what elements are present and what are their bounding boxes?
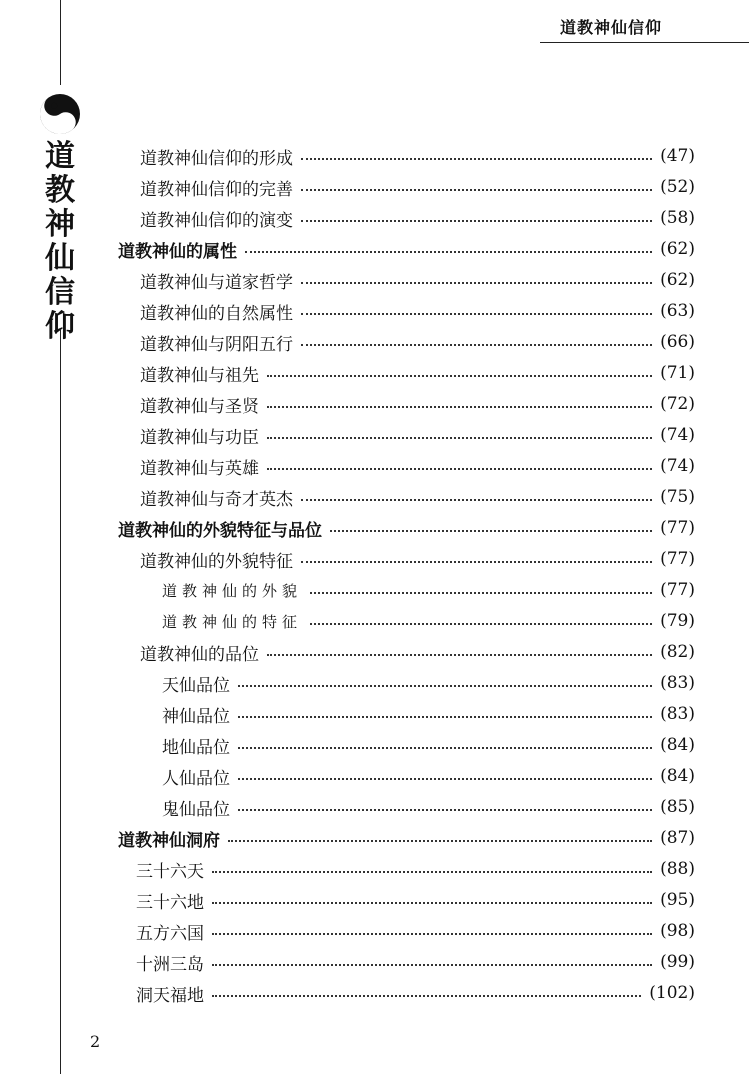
dot-leader [238,809,652,811]
toc-entry-title: 道教神仙的特征 [162,612,303,631]
dot-leader [212,871,652,873]
toc-entry-page: (62) [660,270,695,290]
toc-entry-title: 道教神仙信仰的形成 [140,148,293,169]
toc-entry-title: 道教神仙与阴阳五行 [140,334,293,355]
toc-entry[interactable] [162,576,695,604]
vertical-book-title [40,140,80,344]
dot-leader [301,313,652,315]
dot-leader [301,158,652,160]
toc-entry-page: (58) [660,208,695,228]
toc-entry-page: (71) [660,363,695,383]
toc-entry-page: (77) [660,549,695,569]
toc-entry-title: 道教神仙与英雄 [140,458,259,479]
toc-entry[interactable] [140,297,695,325]
dot-leader [330,530,652,532]
toc-entry-page: (62) [660,239,695,259]
toc-entry[interactable] [140,545,695,573]
toc-entry[interactable] [162,731,695,759]
toc-entry-title: 道教神仙的品位 [140,644,259,665]
toc-entry-title: 道教神仙的外貌 [162,581,303,600]
margin-rule-top [60,0,61,85]
vertical-title-char: 教 [45,173,75,208]
toc-entry[interactable] [162,793,695,821]
toc-entry-page: (83) [660,673,695,693]
toc-entry-title: 道教神仙与功臣 [140,427,259,448]
dot-leader [267,375,652,377]
toc-entry-page: (77) [660,580,695,600]
toc-entry-page: (74) [660,456,695,476]
toc-entry-page: (52) [660,177,695,197]
toc-entry-page: (87) [660,828,695,848]
toc-entry-title: 道教神仙与圣贤 [140,396,259,417]
toc-entry-title: 洞天福地 [136,985,204,1006]
toc-entry-title: 神仙品位 [162,706,230,727]
toc-entry[interactable] [136,886,695,914]
toc-entry-page: (98) [660,921,695,941]
toc-entry[interactable] [140,390,695,418]
dot-leader [212,933,652,935]
vertical-title-char: 仙 [45,241,75,276]
vertical-title-char: 道 [45,139,75,174]
toc-entry-title: 道教神仙洞府 [118,830,220,851]
toc-entry-page: (102) [649,983,695,1003]
toc-entry-page: (95) [660,890,695,910]
running-header-title: 道教神仙信仰 [560,18,663,37]
toc-entry-title: 地仙品位 [162,737,230,758]
toc-entry-page: (47) [660,146,695,166]
toc-entry-title: 道教神仙信仰的演变 [140,210,293,231]
toc-entry[interactable] [140,483,695,511]
page-number: 2 [90,1032,101,1051]
toc-entry-title: 道教神仙与奇才英杰 [140,489,293,510]
dot-leader [245,251,652,253]
toc-entry-page: (74) [660,425,695,445]
toc-entry-page: (63) [660,301,695,321]
toc-entry-page: (66) [660,332,695,352]
toc-entry-title: 五方六国 [136,923,204,944]
dot-leader [301,220,652,222]
taiji-icon [38,92,82,136]
dot-leader [267,437,652,439]
toc-entry-page: (77) [660,518,695,538]
dot-leader [301,499,652,501]
toc-entry[interactable] [140,328,695,356]
dot-leader [301,561,652,563]
dot-leader [212,902,652,904]
toc-entry[interactable] [136,917,695,945]
dot-leader [301,189,652,191]
toc-entry-title: 道教神仙信仰的完善 [140,179,293,200]
dot-leader [238,747,652,749]
toc-entry-page: (84) [660,766,695,786]
toc-entry[interactable] [140,421,695,449]
toc-entry[interactable] [140,173,695,201]
dot-leader [238,778,652,780]
toc-entry[interactable] [118,235,695,263]
dot-leader [238,716,652,718]
toc-entry-page: (99) [660,952,695,972]
dot-leader [301,282,652,284]
toc-entry-title: 道教神仙的自然属性 [140,303,293,324]
toc-entry[interactable] [140,266,695,294]
toc-entry[interactable] [118,824,695,852]
toc-entry-title: 三十六地 [136,892,204,913]
toc-entry-title: 天仙品位 [162,675,230,696]
toc-entry-title: 人仙品位 [162,768,230,789]
toc-entry-title: 三十六天 [136,861,204,882]
dot-leader [228,840,652,842]
toc-entry-page: (79) [660,611,695,631]
toc-entry[interactable] [140,142,695,170]
toc-entry[interactable] [140,204,695,232]
toc-entry-page: (82) [660,642,695,662]
toc-entry[interactable] [118,514,695,542]
dot-leader [267,468,652,470]
toc-entry[interactable] [162,607,695,635]
toc-entry[interactable] [162,762,695,790]
toc-entry-page: (84) [660,735,695,755]
header-rule [540,42,749,43]
toc-entry-title: 道教神仙的外貌特征 [140,551,293,572]
toc-entry-page: (83) [660,704,695,724]
dot-leader [238,685,652,687]
toc-entry[interactable] [162,669,695,697]
dot-leader [212,964,652,966]
dot-leader [301,344,652,346]
vertical-title-char: 神 [45,207,75,242]
toc-entry-title: 道教神仙与祖先 [140,365,259,386]
toc-entry[interactable] [140,638,695,666]
toc-entry-page: (72) [660,394,695,414]
toc-entry[interactable] [162,700,695,728]
toc-entry[interactable] [140,452,695,480]
toc-entry[interactable] [140,359,695,387]
dot-leader [212,995,641,997]
toc-entry[interactable] [136,855,695,883]
toc-entry-page: (75) [660,487,695,507]
vertical-title-char: 信 [45,275,75,310]
toc-entry[interactable] [136,948,695,976]
dot-leader [310,592,652,594]
toc-entry-page: (88) [660,859,695,879]
dot-leader [267,654,652,656]
toc-entry-page: (85) [660,797,695,817]
toc-entry-title: 道教神仙的外貌特征与品位 [118,520,322,541]
toc-entry[interactable] [136,979,695,1007]
dot-leader [267,406,652,408]
toc-entry-title: 十洲三岛 [136,954,204,975]
toc-entry-title: 鬼仙品位 [162,799,230,820]
margin-rule-bottom [60,330,61,1074]
vertical-title-char: 仰 [45,309,75,344]
dot-leader [310,623,652,625]
toc-entry-title: 道教神仙的属性 [118,241,237,262]
toc-entry-title: 道教神仙与道家哲学 [140,272,293,293]
